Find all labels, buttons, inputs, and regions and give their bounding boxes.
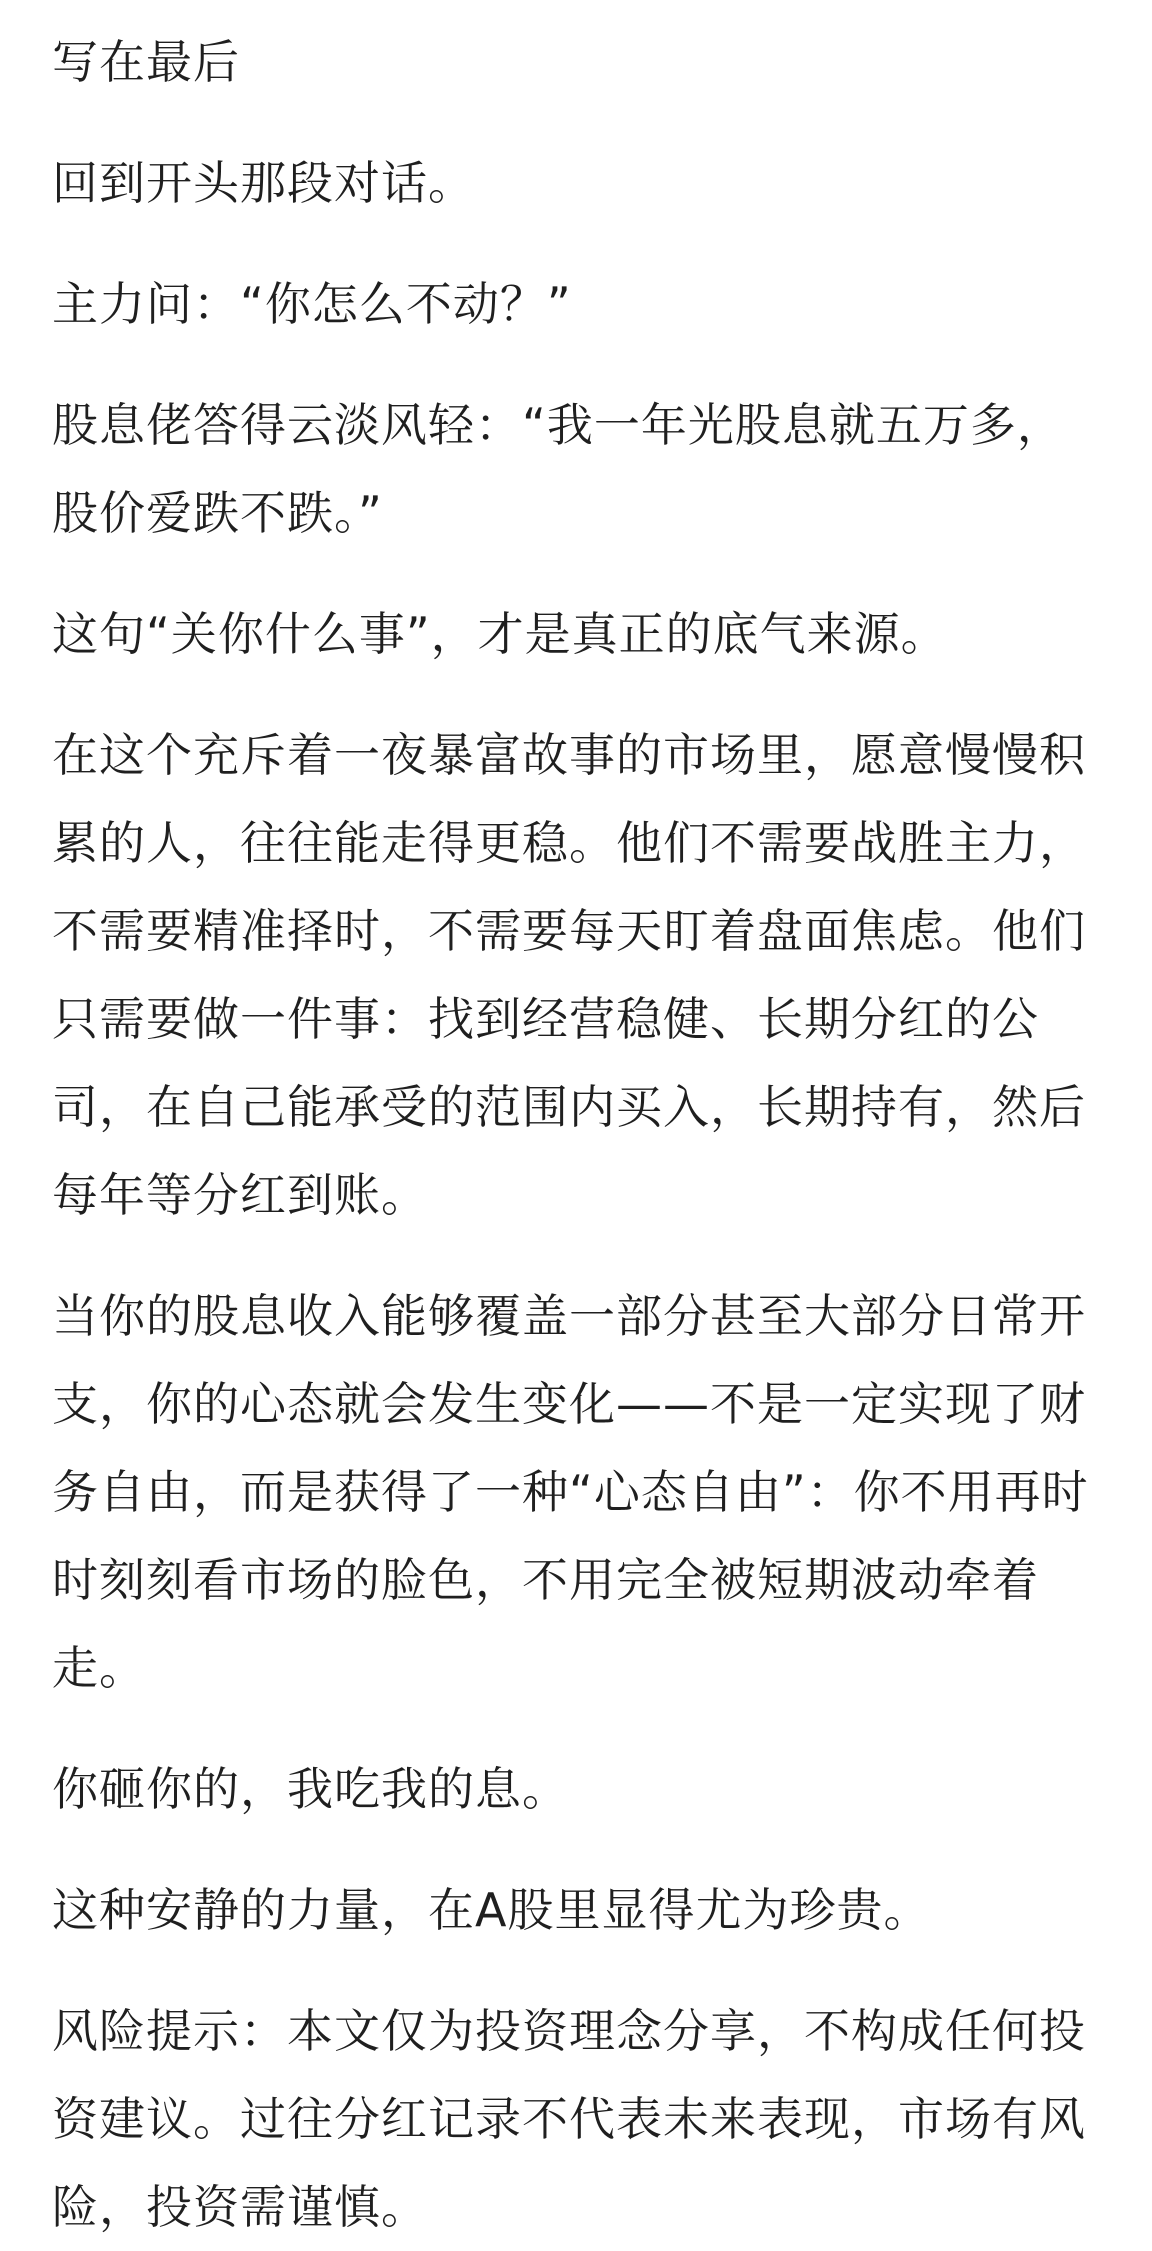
- section-heading: 写在最后: [52, 35, 240, 89]
- paragraph-slow-accumulation: 在这个充斥着一夜暴富故事的市场里，愿意慢慢积累的人，往往能走得更稳。他们不需要战胜主力，不需要精准择时，不需要每天盯着盘面焦虑。他们只需要做一件事：找到经营稳健、长期分红的公司，在自己能承受的范围内买入，长期持有，然后每年等分红到账。: [52, 728, 1086, 1222]
- paragraph-quiet-power: 这种安静的力量，在A股里显得尤为珍贵。: [52, 1883, 931, 1937]
- paragraph-main-force-question: 主力问：“你怎么不动？”: [52, 277, 572, 331]
- paragraph-mindset-freedom: 当你的股息收入能够覆盖一部分甚至大部分日常开支，你的心态就会发生变化——不是一定实现了财务自由，而是获得了一种“心态自由”：你不用再时时刻刻看市场的脸色，不用完全被短期波动牵着走。: [52, 1289, 1089, 1695]
- paragraph-you-smash-i-eat: 你砸你的，我吃我的息。: [52, 1762, 569, 1816]
- paragraph-confidence-source: 这句“关你什么事”，才是真正的底气来源。: [52, 607, 948, 661]
- paragraph-opening-dialogue: 回到开头那段对话。: [52, 156, 475, 210]
- paragraph-risk-disclaimer: 风险提示：本文仅为投资理念分享，不构成任何投资建议。过往分红记录不代表未来表现，市场有风险，投资需谨慎。: [52, 2004, 1086, 2234]
- paragraph-dividend-investor-answer: 股息佬答得云淡风轻：“我一年光股息就五万多，股价爱跌不跌。”: [52, 398, 1064, 540]
